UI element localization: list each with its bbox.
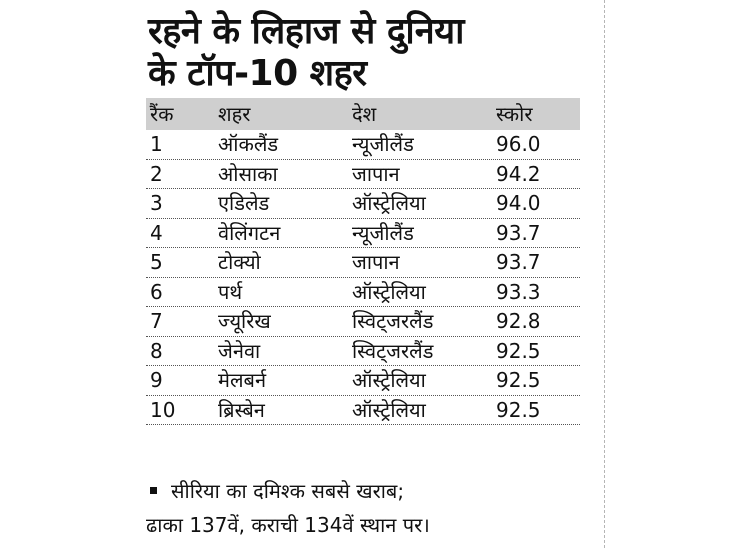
score-cell: 94.0 bbox=[496, 191, 541, 215]
headline-line-1: रहने के लिहाज से दुनिया bbox=[148, 11, 464, 52]
rank-cell: 6 bbox=[150, 279, 163, 304]
rank-cell: 1 bbox=[150, 132, 163, 156]
country-cell: न्यूजीलैंड bbox=[352, 132, 414, 156]
table-header-row bbox=[146, 98, 580, 130]
country-cell: जापान bbox=[352, 250, 400, 274]
country-cell: स्विट्जरलैंड bbox=[352, 338, 434, 363]
score-cell: 94.2 bbox=[496, 161, 541, 186]
rank-cell: 4 bbox=[150, 220, 163, 245]
score-cell: 93.7 bbox=[496, 220, 541, 245]
city-cell: मेलबर्न bbox=[218, 368, 267, 392]
table-row bbox=[146, 278, 580, 308]
table-row bbox=[146, 219, 580, 249]
score-cell: 96.0 bbox=[496, 132, 541, 156]
city-cell: ओसाका bbox=[218, 161, 278, 186]
footnote-line-1 bbox=[146, 476, 586, 506]
city-cell: एडिलेड bbox=[218, 191, 270, 215]
city-cell: पर्थ bbox=[218, 279, 243, 304]
city-cell: जेनेवा bbox=[218, 338, 261, 363]
score-cell: 92.5 bbox=[496, 338, 541, 363]
header-city: शहर bbox=[218, 102, 251, 126]
table-row bbox=[146, 248, 580, 278]
city-cell: टोक्यो bbox=[218, 250, 261, 274]
score-cell: 93.7 bbox=[496, 250, 541, 274]
country-cell: स्विट्जरलैंड bbox=[352, 309, 434, 333]
country-cell: ऑस्ट्रेलिया bbox=[352, 279, 426, 304]
country-cell: ऑस्ट्रेलिया bbox=[352, 368, 426, 392]
rank-cell: 10 bbox=[150, 397, 176, 422]
score-cell: 92.5 bbox=[496, 397, 541, 422]
rank-cell: 8 bbox=[150, 338, 163, 363]
header-score: स्कोर bbox=[496, 102, 533, 126]
city-cell: ऑकलैंड bbox=[218, 132, 279, 156]
headline-line-2: के टॉप-10 शहर bbox=[148, 53, 367, 94]
rank-cell: 2 bbox=[150, 161, 163, 186]
header-rank: रैंक bbox=[150, 102, 174, 126]
city-cell: वेलिंगटन bbox=[218, 220, 281, 245]
table-row bbox=[146, 366, 580, 396]
header-country: देश bbox=[352, 102, 377, 126]
rank-cell: 7 bbox=[150, 309, 163, 333]
footnote-line-2: ढाका 137वें, कराची 134वें स्थान पर। bbox=[146, 513, 430, 537]
footnote-text-1: सीरिया का दमिश्क सबसे खराब; bbox=[171, 479, 405, 503]
country-cell: जापान bbox=[352, 161, 400, 186]
table-row bbox=[146, 160, 580, 190]
rank-cell: 9 bbox=[150, 368, 163, 392]
table-row bbox=[146, 307, 580, 337]
country-cell: ऑस्ट्रेलिया bbox=[352, 397, 426, 422]
rank-cell: 5 bbox=[150, 250, 163, 274]
table-row bbox=[146, 130, 580, 160]
score-cell: 93.3 bbox=[496, 279, 541, 304]
column-divider bbox=[604, 0, 605, 548]
table-row bbox=[146, 189, 580, 219]
city-cell: ब्रिस्बेन bbox=[218, 397, 265, 422]
country-cell: ऑस्ट्रेलिया bbox=[352, 191, 426, 215]
score-cell: 92.8 bbox=[496, 309, 541, 333]
square-bullet-icon bbox=[150, 487, 157, 494]
city-cell: ज्यूरिख bbox=[218, 309, 271, 333]
table-row bbox=[146, 396, 580, 426]
country-cell: न्यूजीलैंड bbox=[352, 220, 414, 245]
rank-cell: 3 bbox=[150, 191, 163, 215]
score-cell: 92.5 bbox=[496, 368, 541, 392]
table-row bbox=[146, 337, 580, 367]
ranking-table bbox=[146, 98, 580, 425]
